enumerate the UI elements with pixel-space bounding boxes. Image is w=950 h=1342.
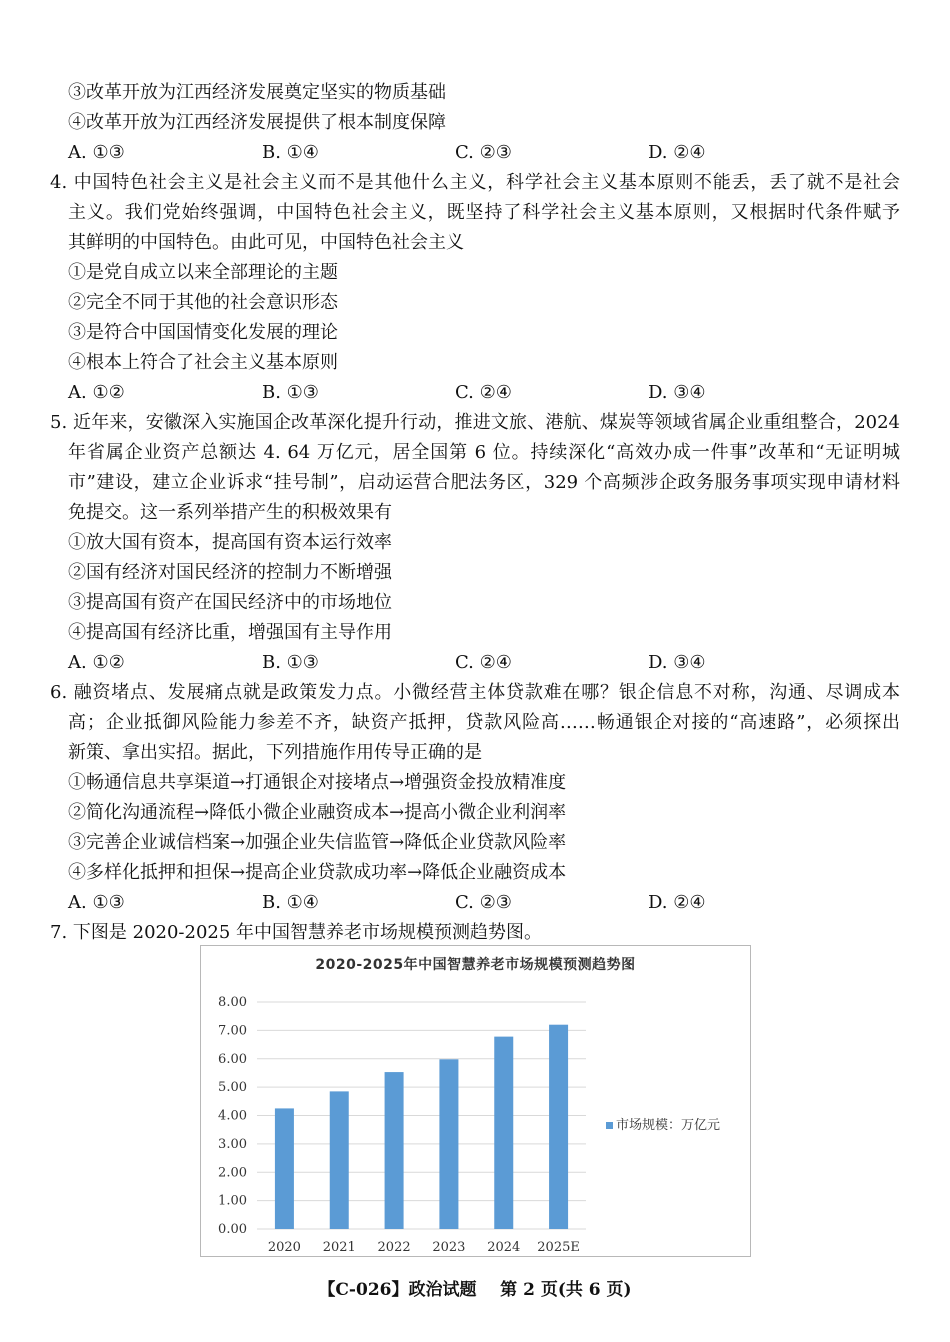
chart-title: 2020-2025年中国智慧养老市场规模预测趋势图 <box>315 957 636 973</box>
q6-item-1: ①畅通信息共享渠道→打通银企对接堵点→增强资金投放精准度 <box>68 772 567 793</box>
q5-item-1: ①放大国有资本，提高国有资本运行效率 <box>68 532 392 553</box>
x-tick-label: 2025E <box>537 1240 580 1255</box>
q5-item-2: ②国有经济对国民经济的控制力不断增强 <box>68 562 392 583</box>
q6-stem-line-3: 新策、拿出实招。据此，下列措施作用传导正确的是 <box>68 742 482 763</box>
q4-stem-line-3: 其鲜明的中国特色。由此可见，中国特色社会主义 <box>68 232 464 253</box>
y-tick-label: 3.00 <box>218 1136 247 1152</box>
bar-2025E <box>549 1025 568 1229</box>
q4-stem-line-2: 主义。我们党始终强调，中国特色社会主义，既坚持了科学社会主义基本原则，又根据时代条件赋予 <box>68 202 900 223</box>
chart-legend <box>606 1114 720 1133</box>
q4-item-3: ③是符合中国国情变化发展的理论 <box>68 322 338 343</box>
q4-choice-a: A. ①② <box>68 382 125 403</box>
q6-choice-a: A. ①③ <box>68 892 125 913</box>
q3-option-4: ④改革开放为江西经济发展提供了根本制度保障 <box>68 112 446 133</box>
q6-item-3: ③完善企业诚信档案→加强企业失信监管→降低企业贷款风险率 <box>68 832 567 853</box>
q5-choice-d: D. ③④ <box>648 652 706 673</box>
x-tick-label: 2022 <box>377 1240 411 1255</box>
q5-stem-line-1: 5. 近年来，安徽深入实施国企改革深化提升行动，推进文旅、港航、煤炭等领域省属企业重组整合，2024 <box>50 412 900 433</box>
q6-choice-d: D. ②④ <box>648 892 706 913</box>
q4-choice-d: D. ③④ <box>648 382 706 403</box>
q5-choice-b: B. ①③ <box>262 652 319 673</box>
y-tick-label: 2.00 <box>218 1165 247 1181</box>
x-tick-label: 2023 <box>432 1240 466 1255</box>
q5-stem-line-2: 年省属企业资产总额达 4. 64 万亿元，居全国第 6 位。持续深化“高效办成一件事”改革和“无证明城 <box>68 442 900 463</box>
y-tick-label: 7.00 <box>218 1023 247 1039</box>
q5-item-4: ④提高国有经济比重，增强国有主导作用 <box>68 622 392 643</box>
bar-2024 <box>494 1037 513 1229</box>
chart-plot <box>201 946 752 1258</box>
q3-choice-b: B. ①④ <box>262 142 319 163</box>
q5-stem-line-3: 市”建设，建立企业诉求“挂号制”，启动运营合肥法务区，329 个高频涉企政务服务事项实现申请材料 <box>68 472 900 493</box>
q6-stem-line-2: 高；企业抵御风险能力参差不齐，缺资产抵押，贷款风险高……畅通银企对接的“高速路”，必须探出 <box>68 712 900 733</box>
q6-choice-c: C. ②③ <box>455 892 512 913</box>
q3-choice-d: D. ②④ <box>648 142 706 163</box>
q5-choice-c: C. ②④ <box>455 652 512 673</box>
legend-label: 市场规模：万亿元 <box>616 1118 721 1133</box>
y-tick-label: 6.00 <box>218 1051 247 1067</box>
q6-item-2: ②简化沟通流程→降低小微企业融资成本→提高小微企业利润率 <box>68 802 567 823</box>
q4-item-4: ④根本上符合了社会主义基本原则 <box>68 352 338 373</box>
q4-item-2: ②完全不同于其他的社会意识形态 <box>68 292 338 313</box>
y-tick-label: 1.00 <box>218 1193 247 1209</box>
page-footer: 【C-026】政治试题 第 2 页(共 6 页) <box>318 1280 632 1300</box>
q3-choice-a: A. ①③ <box>68 142 125 163</box>
bar-2021 <box>330 1091 349 1229</box>
q6-item-4: ④多样化抵押和担保→提高企业贷款成功率→降低企业融资成本 <box>68 862 567 883</box>
bar-2020 <box>275 1108 294 1229</box>
q7-stem-line-1: 7. 下图是 2020-2025 年中国智慧养老市场规模预测趋势图。 <box>50 922 543 943</box>
x-tick-label: 2024 <box>487 1240 521 1255</box>
q6-stem-line-1: 6. 融资堵点、发展痛点就是政策发力点。小微经营主体贷款难在哪？银企信息不对称，沟通、尽调成本 <box>50 682 900 703</box>
bar-2023 <box>439 1059 458 1229</box>
y-tick-label: 8.00 <box>218 995 247 1010</box>
x-tick-label: 2021 <box>322 1240 356 1255</box>
bar-2022 <box>385 1072 404 1229</box>
x-tick-label: 2020 <box>267 1240 301 1255</box>
q4-stem-line-1: 4. 中国特色社会主义是社会主义而不是其他什么主义，科学社会主义基本原则不能丢，丢了就不是社会 <box>50 172 900 193</box>
q4-choice-c: C. ②④ <box>455 382 512 403</box>
q4-choice-b: B. ①③ <box>262 382 319 403</box>
y-tick-label: 4.00 <box>218 1108 247 1124</box>
legend-swatch <box>606 1122 613 1129</box>
q5-choice-a: A. ①② <box>68 652 125 673</box>
q6-choice-b: B. ①④ <box>262 892 319 913</box>
q3-choice-c: C. ②③ <box>455 142 512 163</box>
y-tick-label: 0.00 <box>218 1222 247 1237</box>
q3-option-3: ③改革开放为江西经济发展奠定坚实的物质基础 <box>68 82 446 103</box>
y-tick-label: 5.00 <box>218 1080 247 1096</box>
q5-item-3: ③提高国有资产在国民经济中的市场地位 <box>68 592 392 613</box>
market-size-chart <box>200 945 751 1257</box>
q4-item-1: ①是党自成立以来全部理论的主题 <box>68 262 338 283</box>
q5-stem-line-4: 免提交。这一系列举措产生的积极效果有 <box>68 502 392 523</box>
